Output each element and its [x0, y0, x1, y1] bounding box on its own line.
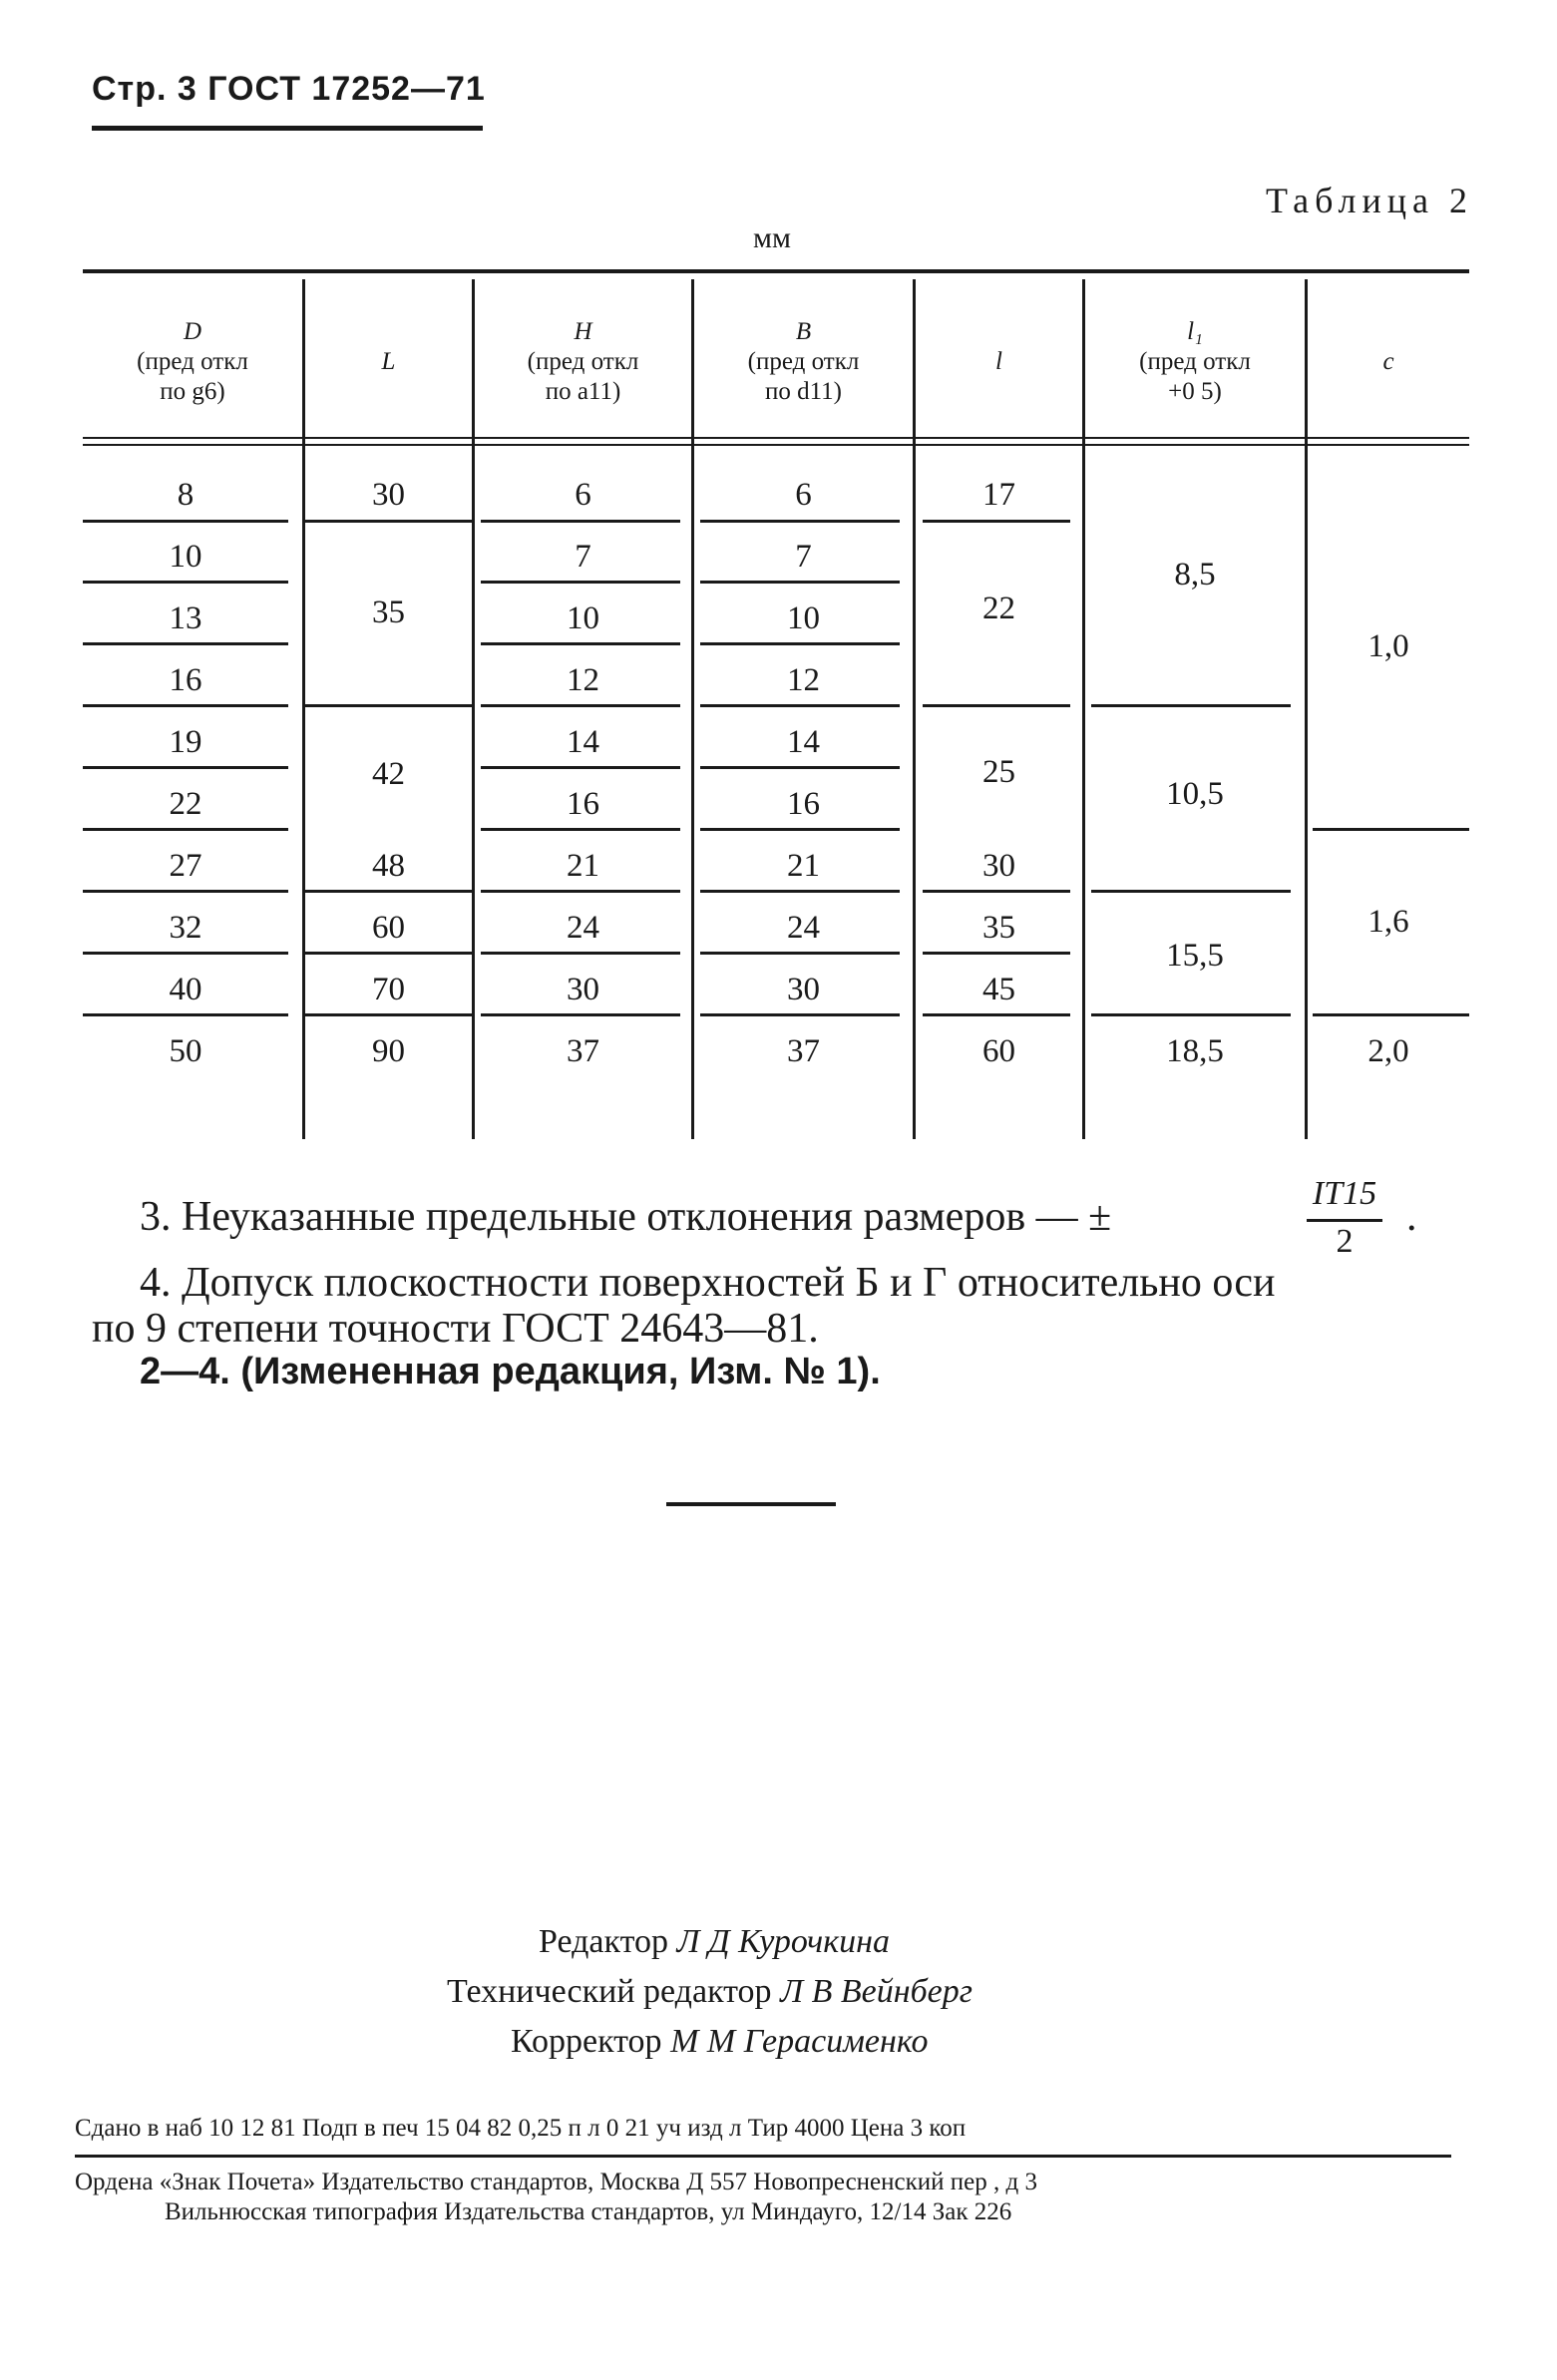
col-sep-4	[913, 279, 916, 1139]
l1-row-sep	[1091, 890, 1291, 893]
cell-lsmall: 25	[982, 754, 1015, 790]
cell-h: 6	[575, 477, 591, 513]
d-row-sep	[83, 1013, 288, 1016]
credit-tech-editor: Технический редактор Л В Вейнберг	[447, 1973, 973, 2010]
d-row-sep	[83, 704, 288, 707]
cell-b: 21	[787, 848, 820, 884]
lsmall-row-sep	[923, 704, 1070, 707]
cell-d: 22	[169, 786, 202, 822]
cell-h: 24	[567, 910, 599, 946]
h-row-sep	[481, 952, 680, 955]
cell-b: 6	[795, 477, 812, 513]
l-row-sep	[305, 520, 472, 523]
col-header-d: D (пред откл по g6)	[137, 318, 248, 405]
header-rule	[92, 126, 483, 131]
l1-row-sep	[1091, 1013, 1291, 1016]
h-row-sep	[481, 704, 680, 707]
cell-h: 21	[567, 848, 599, 884]
cell-b: 30	[787, 972, 820, 1007]
h-row-sep	[481, 828, 680, 831]
lsmall-row-sep	[923, 520, 1070, 523]
cell-l1: 18,5	[1166, 1033, 1224, 1069]
cell-d: 32	[169, 910, 202, 946]
b-row-sep	[700, 828, 900, 831]
h-row-sep	[481, 1013, 680, 1016]
cell-h: 7	[575, 539, 591, 575]
table-units: мм	[753, 221, 791, 254]
col-header-lsmall: l	[995, 348, 1002, 375]
lsmall-row-sep	[923, 890, 1070, 893]
section-divider	[666, 1502, 836, 1506]
cell-l: 70	[372, 972, 405, 1007]
b-row-sep	[700, 642, 900, 645]
h-row-sep	[481, 520, 680, 523]
footer-publisher: Ордена «Знак Почета» Издательство стандартов, Москва Д 557 Новопресненский пер , д 3	[75, 2169, 1037, 2195]
cell-lsmall: 22	[982, 591, 1015, 626]
note-3-fraction-denominator: 2	[1336, 1223, 1354, 1260]
col-header-l: L	[381, 348, 396, 375]
footer-printer: Вильнюсская типография Издательства стандартов, ул Миндауго, 12/14 Зак 226	[165, 2198, 1012, 2225]
footer-rule	[75, 2155, 1451, 2158]
cell-l: 30	[372, 477, 405, 513]
cell-d: 50	[169, 1033, 202, 1069]
h-row-sep	[481, 766, 680, 769]
cell-lsmall: 35	[982, 910, 1015, 946]
cell-b: 12	[787, 662, 820, 698]
note-3-end: .	[1406, 1194, 1417, 1240]
col-sep-3	[691, 279, 694, 1139]
cell-h: 16	[567, 786, 599, 822]
cell-l1: 10,5	[1166, 776, 1224, 812]
d-row-sep	[83, 642, 288, 645]
c-row-sep	[1313, 828, 1469, 831]
l-row-sep	[305, 890, 472, 893]
cell-d: 40	[169, 972, 202, 1007]
cell-h: 14	[567, 724, 599, 760]
d-row-sep	[83, 952, 288, 955]
cell-l1: 8,5	[1174, 557, 1216, 593]
d-row-sep	[83, 766, 288, 769]
cell-h: 10	[567, 600, 599, 636]
note-4-line-2: по 9 степени точности ГОСТ 24643—81.	[92, 1306, 819, 1352]
d-row-sep	[83, 890, 288, 893]
cell-d: 16	[169, 662, 202, 698]
cell-l: 42	[372, 756, 405, 792]
cell-h: 30	[567, 972, 599, 1007]
cell-c: 2,0	[1367, 1033, 1409, 1069]
cell-b: 24	[787, 910, 820, 946]
cell-h: 37	[567, 1033, 599, 1069]
note-3-fraction-numerator: IT15	[1312, 1175, 1377, 1212]
table-title: Таблица 2	[1266, 181, 1473, 220]
cell-c: 1,0	[1367, 628, 1409, 664]
cell-b: 10	[787, 600, 820, 636]
footer-print-info: Сдано в наб 10 12 81 Подп в печ 15 04 82 0,25 п л 0 21 уч изд л Тир 4000 Цена 3 коп	[75, 2115, 967, 2142]
cell-d: 13	[169, 600, 202, 636]
d-row-sep	[83, 828, 288, 831]
col-sep-6	[1305, 279, 1308, 1139]
col-header-h: H (пред откл по a11)	[527, 318, 639, 405]
note-4-line-1: 4. Допуск плоскостности поверхностей Б и Г относительно оси	[140, 1260, 1276, 1306]
cell-lsmall: 17	[982, 477, 1015, 513]
d-row-sep	[83, 581, 288, 584]
cell-b: 7	[795, 539, 812, 575]
cell-l1: 15,5	[1166, 938, 1224, 974]
cell-c: 1,6	[1367, 904, 1409, 940]
col-sep-5	[1082, 279, 1085, 1139]
cell-l: 90	[372, 1033, 405, 1069]
header-rule-1	[83, 437, 1469, 439]
l-row-sep	[305, 704, 472, 707]
cell-l: 60	[372, 910, 405, 946]
col-sep-1	[302, 279, 305, 1139]
cell-d: 8	[177, 477, 195, 513]
amendment-note: 2—4. (Измененная редакция, Изм. № 1).	[140, 1351, 881, 1392]
b-row-sep	[700, 704, 900, 707]
h-row-sep	[481, 890, 680, 893]
b-row-sep	[700, 952, 900, 955]
b-row-sep	[700, 890, 900, 893]
cell-h: 12	[567, 662, 599, 698]
c-row-sep	[1313, 1013, 1469, 1016]
cell-b: 16	[787, 786, 820, 822]
d-row-sep	[83, 520, 288, 523]
l-row-sep	[305, 952, 472, 955]
l-row-sep	[305, 1013, 472, 1016]
cell-b: 37	[787, 1033, 820, 1069]
header-rule-2	[83, 444, 1469, 446]
credit-editor: Редактор Л Д Курочкина	[539, 1923, 891, 1960]
b-row-sep	[700, 1013, 900, 1016]
credit-corrector: Корректор М М Герасименко	[511, 2023, 929, 2060]
col-header-c: c	[1382, 348, 1394, 375]
col-header-b: B (пред откл по d11)	[747, 318, 860, 405]
col-header-l1: l₁ (пред откл +0 5)	[1139, 318, 1251, 405]
cell-lsmall: 60	[982, 1033, 1015, 1069]
cell-d: 10	[169, 539, 202, 575]
b-row-sep	[700, 520, 900, 523]
col-sep-2	[472, 279, 475, 1139]
lsmall-row-sep	[923, 1013, 1070, 1016]
note-3: 3. Неуказанные предельные отклонения размеров — ±	[140, 1194, 1112, 1240]
cell-b: 14	[787, 724, 820, 760]
h-row-sep	[481, 581, 680, 584]
b-row-sep	[700, 766, 900, 769]
cell-d: 19	[169, 724, 202, 760]
l1-row-sep	[1091, 704, 1291, 707]
page-header: Стр. 3 ГОСТ 17252—71	[92, 70, 486, 108]
cell-d: 27	[169, 848, 202, 884]
cell-l: 48	[372, 848, 405, 884]
note-3-fraction-bar	[1307, 1219, 1382, 1222]
cell-lsmall: 45	[982, 972, 1015, 1007]
table-top-rule	[83, 269, 1469, 273]
b-row-sep	[700, 581, 900, 584]
cell-l: 35	[372, 595, 405, 630]
lsmall-row-sep	[923, 952, 1070, 955]
h-row-sep	[481, 642, 680, 645]
cell-lsmall: 30	[982, 848, 1015, 884]
